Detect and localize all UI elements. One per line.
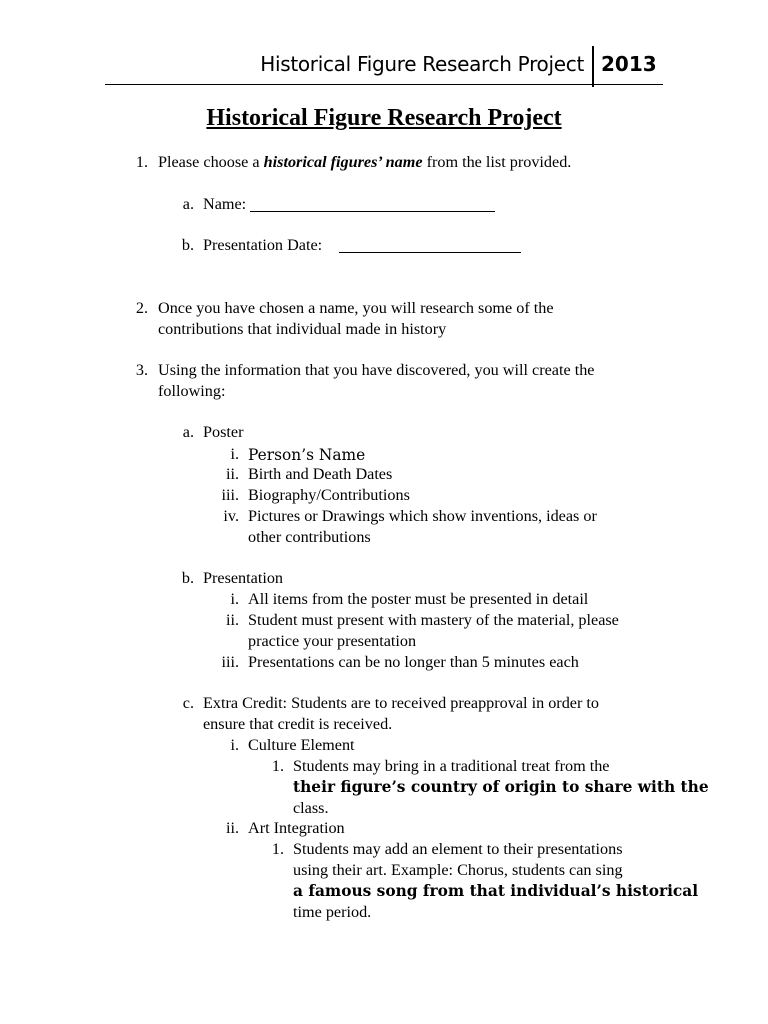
subitem-text: ensure that credit is received. (203, 715, 393, 733)
name-field-line (250, 197, 495, 217)
header-divider (592, 46, 594, 87)
header-rule (105, 84, 663, 85)
name-field-label: Name: (203, 195, 247, 213)
detail-text: Students may bring in a traditional treat from the (293, 757, 610, 775)
header-year: 2013 (601, 52, 657, 76)
detail-number: 1. (271, 840, 284, 858)
subitem-letter: c. (182, 694, 194, 712)
document-title: Historical Figure Research Project (206, 105, 562, 131)
item-number: 2. (135, 299, 148, 317)
detail-text: their figure’s country of origin to share with the (293, 778, 709, 796)
detail-text: Students may add an element to their presentations (293, 840, 623, 858)
presentation-date-label: Presentation Date: (203, 236, 323, 254)
point-text: All items from the poster must be presented in detail (248, 590, 589, 608)
item-text-emphasis: historical figures’ name (263, 153, 423, 171)
item-text-part: Please choose a (158, 153, 264, 171)
point-text: practice your presentation (248, 632, 417, 650)
item-line: Using the information that you have discovered, you will create the (158, 361, 595, 379)
subitem-text: Extra Credit: Students are to received preapproval in order to (203, 694, 600, 712)
roman-numeral: iii. (221, 486, 239, 504)
subitem-letter: a. (182, 195, 194, 213)
subitem-letter: b. (181, 236, 194, 254)
roman-numeral: i. (230, 590, 239, 608)
roman-numeral: i. (230, 445, 239, 463)
item-text-part: from the list provided. (422, 153, 572, 171)
subitem-letter: a. (182, 423, 194, 441)
roman-numeral: ii. (225, 819, 239, 837)
item-text (158, 153, 571, 172)
item-number: 3. (135, 361, 148, 379)
subitem-label: Presentation (203, 569, 284, 587)
point-text: Pictures or Drawings which show inventions, ideas or (248, 507, 597, 525)
item-number: 1. (135, 153, 148, 171)
roman-numeral: ii. (225, 465, 239, 483)
subitem-label: Poster (203, 423, 244, 441)
item-line: contributions that individual made in history (158, 320, 447, 338)
roman-numeral: i. (230, 736, 239, 754)
point-text: other contributions (248, 528, 371, 546)
roman-numeral: iv. (223, 507, 239, 525)
detail-text: a famous song from that individual’s historical (293, 882, 699, 900)
detail-text: time period. (293, 903, 372, 921)
detail-text: class. (293, 799, 329, 817)
point-text: Person’s Name (248, 446, 366, 464)
detail-number: 1. (271, 757, 284, 775)
subitem-letter: b. (181, 569, 194, 587)
item-line: Once you have chosen a name, you will research some of the (158, 299, 554, 317)
detail-text: using their art. Example: Chorus, students can sing (293, 861, 623, 879)
point-text: Culture Element (248, 736, 355, 754)
point-text: Presentations can be no longer than 5 minutes each (248, 653, 579, 671)
presentation-date-line (339, 238, 521, 258)
point-text: Birth and Death Dates (248, 465, 393, 483)
roman-numeral: iii. (221, 653, 239, 671)
roman-numeral: ii. (225, 611, 239, 629)
point-text: Student must present with mastery of the material, please (248, 611, 619, 629)
point-text: Art Integration (248, 819, 345, 837)
item-line: following: (158, 382, 226, 400)
header-title: Historical Figure Research Project (260, 52, 584, 76)
point-text: Biography/Contributions (248, 486, 410, 504)
